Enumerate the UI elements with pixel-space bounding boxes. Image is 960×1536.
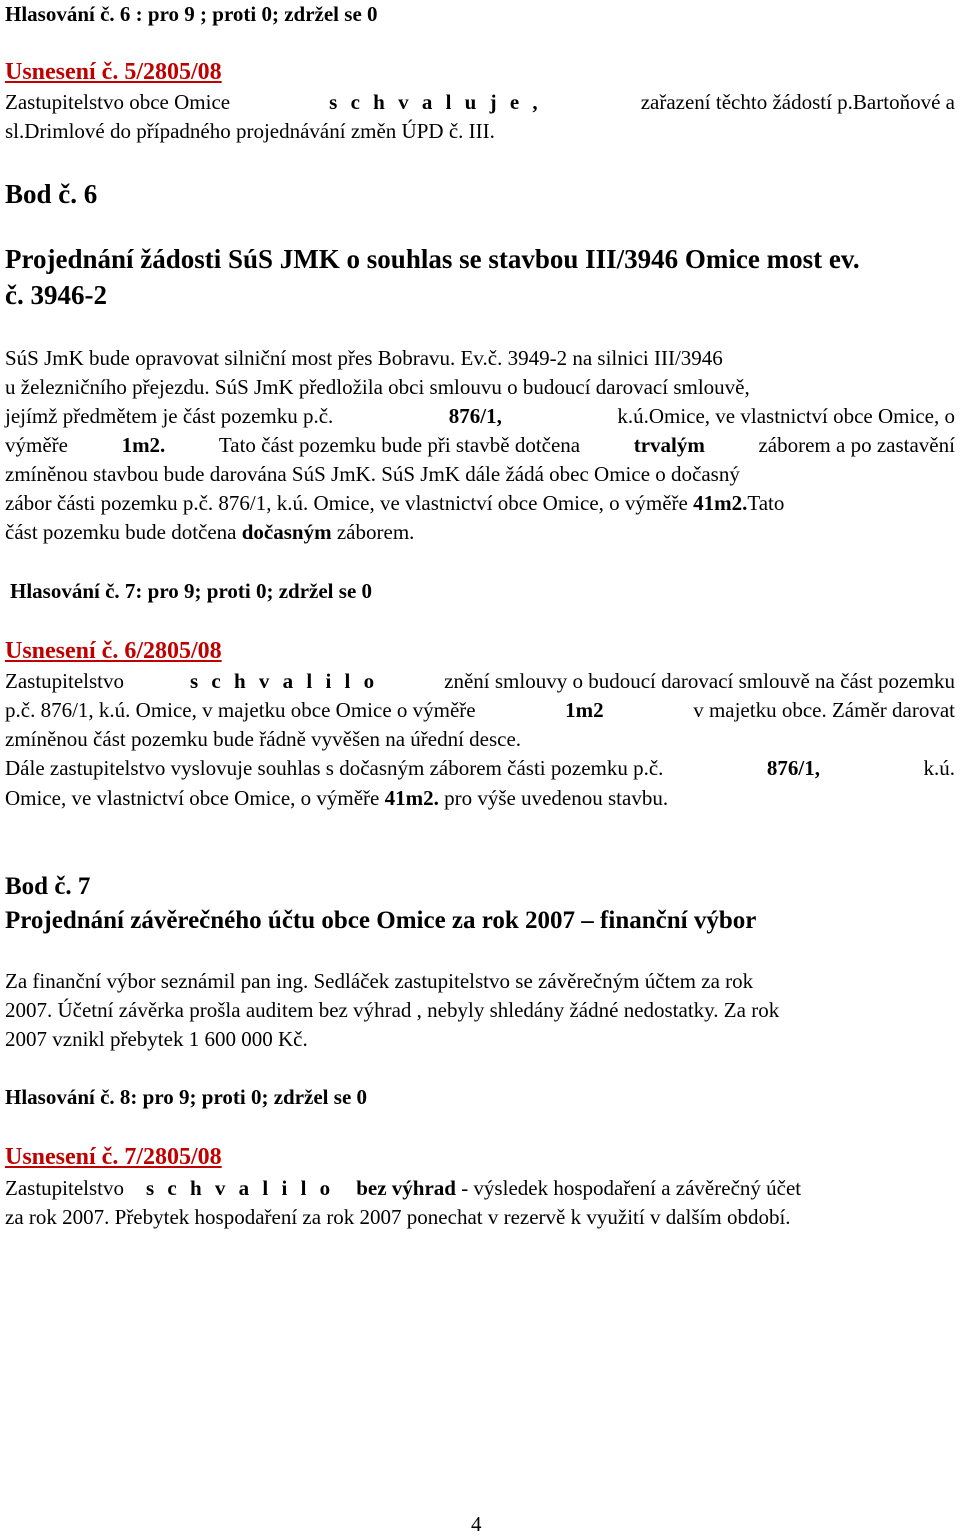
resolution-6-area-1m2: 1m2 [565, 698, 604, 722]
vote-result-6: Hlasování č. 6 : pro 9 ; proti 0; zdržel se 0 [5, 2, 378, 26]
resolution-6-line4 [5, 756, 955, 780]
bod-6-text-5: zmíněnou stavbou bude darována SúS JmK. SúS JmK dále žádá obec Omice o dočasný [5, 462, 740, 486]
resolution-7-verb: s c h v a l i l o [146, 1176, 335, 1200]
bod-6-text-line1: SúS JmK bude opravovat silniční most přes Bobravu. Ev.č. 3949-2 na silnici III/3946 [5, 346, 723, 370]
bod-6-text-line2 [5, 375, 750, 399]
resolution-5-rest: zařazení těchto žádostí p.Bartoňové a [640, 90, 955, 114]
bod-6-text-line7 [5, 520, 414, 544]
resolution-7-line2: za rok 2007. Přebytek hospodaření za rok 2007 ponechat v rezervě k využití v dalším období. [5, 1205, 791, 1229]
resolution-7-without-reservation: bez výhrad [356, 1176, 456, 1200]
resolution-6-line2 [5, 698, 955, 722]
bod-6-text-7a: část pozemku bude dotčena [5, 520, 237, 544]
resolution-7-title: Usnesení č. 7/2805/08 [5, 1144, 222, 1170]
resolution-6-rest: znění smlouvy o budoucí darovací smlouvě na část pozemku [444, 669, 955, 693]
bod-6-title-line2: č. 3946-2 [5, 280, 107, 310]
resolution-6-line3: zmíněnou část pozemku bude řádně vyvěšen na úřední desce. [5, 727, 522, 751]
resolution-5-title: Usnesení č. 5/2805/08 [5, 59, 222, 85]
bod-6-text-2b: SúS JmK předložila obci smlouvu o budoucí darovací smlouvě, [214, 375, 750, 399]
bod-6-title-line1: Projednání žádosti SúS JMK o souhlas se stavbou III/3946 Omice most ev. [5, 244, 860, 274]
bod-6-text-line5 [5, 462, 955, 486]
resolution-6-area-41m2: 41m2. [384, 786, 439, 810]
resolution-6-line5 [5, 786, 668, 810]
resolution-7-rest: - výsledek hospodaření a závěrečný účet [461, 1176, 802, 1200]
bod-6-text-6a: zábor části pozemku p.č. 876/1, k.ú. Omice, ve vlastnictví obce Omice, o výměře [5, 491, 688, 515]
bod-6-temporary: dočasným [241, 520, 332, 544]
vote-result-8: Hlasování č. 8: pro 9; proti 0; zdržel se 0 [5, 1085, 368, 1109]
resolution-6-text-4a: Dále zastupitelstvo vyslovuje souhlas s dočasným záborem části pozemku p.č. [5, 756, 664, 780]
resolution-7-line1 [5, 1176, 801, 1200]
bod-6-text-7c: záborem. [336, 520, 415, 544]
resolution-6-text-5c: pro výše uvedenou stavbu. [444, 786, 669, 810]
resolution-5-line2: sl.Drimlové do případného projednávání změn ÚPD č. III. [5, 119, 495, 143]
resolution-6-text-5a: Omice, ve vlastnictví obce Omice, o výměře [5, 786, 380, 810]
bod-7-title: Projednání závěrečného účtu obce Omice za rok 2007 – finanční výbor [5, 907, 757, 934]
bod-6-text-line3 [5, 404, 955, 428]
bod-6-text-2a: u železničního přejezdu. [5, 375, 210, 399]
bod-7-text-line2 [5, 998, 955, 1022]
bod-6-area-41m2: 41m2. [693, 491, 748, 515]
bod-6-permanent: trvalým [633, 433, 705, 457]
resolution-6-line1 [5, 669, 955, 693]
resolution-6-subject: Zastupitelstvo [5, 669, 124, 693]
resolution-6-text-4c: k.ú. [923, 756, 955, 780]
resolution-6-text-2a: p.č. 876/1, k.ú. Omice, v majetku obce Omice o výměře [5, 698, 476, 722]
resolution-6-title: Usnesení č. 6/2805/08 [5, 638, 222, 664]
bod-6-text-4e: záborem a po zastavění [758, 433, 955, 457]
page-number: 4 [471, 1512, 482, 1536]
resolution-5-subject: Zastupitelstvo obce Omice [5, 90, 231, 114]
bod-6-text-3a: jejímž předmětem je část pozemku p.č. [5, 404, 334, 428]
vote-result-7: Hlasování č. 7: pro 9; proti 0; zdržel se 0 [10, 579, 373, 603]
bod-7-text-2: 2007. Účetní závěrka prošla auditem bez výhrad , nebyly shledány žádné nedostatky. Za rok [5, 998, 780, 1022]
bod-6-area-1m2: 1m2. [121, 433, 166, 457]
resolution-6-parcel: 876/1, [766, 756, 821, 780]
bod-7-heading: Bod č. 7 [5, 873, 91, 900]
bod-6-text-3c: k.ú.Omice, ve vlastnictví obce Omice, o [617, 404, 955, 428]
bod-7-text-line1 [5, 969, 955, 993]
bod-6-text-4c: Tato část pozemku bude při stavbě dotčena [218, 433, 581, 457]
bod-7-text-1: Za finanční výbor seznámil pan ing. Sedláček zastupitelstvo se závěrečným účtem za rok [5, 969, 754, 993]
resolution-6-verb: s c h v a l i l o [189, 669, 379, 693]
bod-6-text-6c: Tato [747, 491, 785, 515]
resolution-5-verb: s c h v a l u j e , [329, 90, 542, 114]
bod-6-text-line6 [5, 491, 784, 515]
bod-6-text-4a: výměře [5, 433, 68, 457]
bod-6-text-line4 [5, 433, 955, 457]
bod-7-text-line3: 2007 vznikl přebytek 1 600 000 Kč. [5, 1027, 308, 1051]
resolution-7-subject: Zastupitelstvo [5, 1176, 124, 1200]
resolution-6-text-2c: v majetku obce. Záměr darovat [693, 698, 955, 722]
bod-6-parcel: 876/1, [448, 404, 502, 428]
bod-6-heading: Bod č. 6 [5, 179, 98, 209]
resolution-5-line1 [5, 90, 955, 114]
